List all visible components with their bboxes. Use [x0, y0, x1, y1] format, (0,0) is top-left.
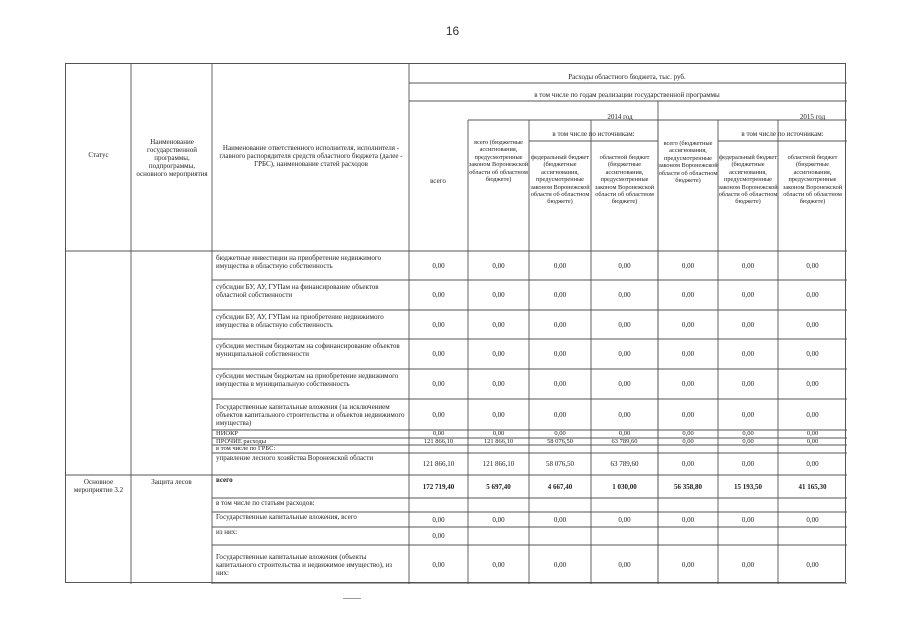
header-expenses-title: Расходы областного бюджета, тыс. руб. — [568, 73, 686, 81]
row-value: 121 866,10 — [422, 460, 455, 468]
row-value: 5 697,40 — [486, 482, 511, 491]
row-value: 0,00 — [432, 532, 445, 540]
row-name: из них: — [216, 528, 238, 536]
row-value: 0,00 — [618, 261, 631, 270]
row-name: всего — [216, 476, 233, 484]
row-value: 0,00 — [492, 380, 505, 388]
row-value: 0,00 — [492, 515, 505, 524]
row-value: 0,00 — [432, 261, 445, 270]
footer-mark — [343, 598, 361, 599]
row-value: 0,00 — [741, 460, 755, 468]
row-value: 0,00 — [806, 291, 819, 299]
row-value: 0,00 — [432, 515, 445, 524]
row-value: 0,00 — [741, 291, 755, 299]
row-value: 0,00 — [553, 291, 567, 299]
row-value: 0,00 — [432, 410, 445, 419]
row-value: 0,00 — [432, 380, 445, 388]
row-value: 58 076,50 — [547, 438, 573, 445]
row-value: 0,00 — [492, 291, 505, 299]
row-name: субсидии местным бюджетам на приобретение недвижимого имущества в муниципальную собственность — [216, 372, 399, 388]
row-value: 0,00 — [806, 560, 819, 569]
row-value: 0,00 — [741, 261, 755, 270]
row-value: 41 165,30 — [798, 482, 827, 491]
header-year-2015: 2015 год — [799, 113, 826, 121]
row-value: 0,00 — [553, 380, 567, 388]
row-value: 0,00 — [806, 410, 819, 419]
row-name: бюджетные инвестиции на приобретение недвижимого имущества в областную собственность — [216, 253, 382, 270]
row-name: Государственные капитальные вложения, всего — [216, 513, 357, 521]
row-value: 0,00 — [681, 291, 695, 299]
row-value: 0,00 — [681, 560, 695, 569]
row-value: 0,00 — [806, 460, 819, 468]
row-value: 0,00 — [432, 430, 445, 437]
header-total: всего — [430, 177, 446, 185]
row-value: 0,00 — [553, 320, 567, 329]
row-value: 0,00 — [741, 320, 755, 329]
row-name: Государственные капитальные вложения (за исключением объектов капитального строительства и объектов недвижимого имущества) — [216, 402, 405, 427]
row-value: 0,00 — [432, 560, 445, 569]
row-value: 0,00 — [492, 430, 505, 437]
row-value: 0,00 — [618, 320, 631, 329]
row-name: Государственные капитальные вложения (объекты капитального строительства и недвижимое имущество), из них: — [216, 552, 393, 577]
header-year-2014: 2014 год — [607, 113, 633, 121]
header-2015-by-sources: в том числе по источникам: — [741, 130, 824, 138]
row-value: 58 076,50 — [546, 460, 574, 468]
row-value: 0,00 — [618, 560, 631, 569]
row-value: 0,00 — [681, 515, 695, 524]
row-value: 0,00 — [618, 291, 631, 299]
row-value: 0,00 — [742, 438, 754, 445]
header-responsible: Наименование ответственного исполнителя, исполнителя - главного распорядителя средств областного бюджета (далее - ГРБС), наименование статей расходов — [219, 144, 403, 168]
row-value: 0,00 — [553, 515, 567, 524]
row-value: 0,00 — [806, 380, 819, 388]
header-status: Статус — [88, 151, 109, 159]
row-value: 0,00 — [554, 430, 566, 437]
row-value: 0,00 — [553, 560, 567, 569]
header-2014-by-sources: в том числе по источникам: — [552, 130, 635, 138]
page-number: 16 — [445, 24, 460, 38]
header-by-years: в том числе по годам реализации государственной программы — [534, 91, 720, 99]
row-value: 0,00 — [806, 261, 819, 270]
row-value: 0,00 — [682, 438, 694, 445]
row-value: 63 789,60 — [610, 460, 639, 468]
row-value: 1 030,00 — [612, 482, 637, 491]
row-name: субсидии БУ, АУ, ГУПам на приобретение недвижимого имущества в областную собственность — [216, 312, 384, 329]
row-value: 0,00 — [806, 320, 819, 329]
header-2014-total: всего (бюджетные ассигнования, предусмотренные законом Воронежской области об областном бюджете) — [468, 139, 529, 184]
row-value: 0,00 — [618, 515, 631, 524]
row-name: субсидии БУ, АУ, ГУПам на финансирование объектов областной собственности — [216, 283, 379, 299]
header-2014-regional: областной бюджет (бюджетные ассигнования, предусмотренные законом Воронежской области об областном бюджете) — [594, 154, 655, 206]
header-2015-total: всего (бюджетные ассигнования, предусмотренные законом Воронежской области об областном бюджете) — [658, 140, 718, 185]
row-value: 0,00 — [741, 560, 755, 569]
row-value: 0,00 — [806, 438, 819, 445]
row-value: 0,00 — [553, 410, 567, 419]
row-value: 4 667,40 — [547, 482, 573, 491]
row-value: 0,00 — [618, 410, 631, 419]
row-value: 0,00 — [553, 350, 567, 358]
row-value: 0,00 — [432, 320, 445, 329]
row-value: 0,00 — [492, 560, 505, 569]
row-value: 63 789,60 — [611, 438, 638, 445]
row-value: 0,00 — [618, 380, 631, 388]
row-value: 0,00 — [681, 460, 695, 468]
row-value: 0,00 — [806, 350, 819, 358]
row-value: 0,00 — [681, 380, 695, 388]
row-value: 0,00 — [618, 430, 631, 437]
row-value: 0,00 — [741, 410, 755, 419]
row-status: Основное мероприятие 3.2 — [73, 478, 124, 494]
row-value: 0,00 — [681, 320, 695, 329]
header-2014-federal: федеральный бюджет (бюджетные ассигнования, предусмотренные законом Воронежской области об областном бюджете) — [530, 154, 590, 206]
row-value: 0,00 — [806, 430, 819, 437]
row-value: 172 719,40 — [422, 482, 455, 491]
row-name: в том числе по статьям расходов: — [216, 499, 315, 507]
row-value: 0,00 — [492, 261, 505, 270]
row-value: 0,00 — [618, 350, 631, 358]
row-value: 121 866,10 — [483, 438, 514, 445]
row-value: 0,00 — [742, 430, 754, 437]
row-value: 0,00 — [741, 350, 755, 358]
row-value: 15 193,50 — [734, 482, 762, 491]
row-name: ПРОЧИЕ расходы — [216, 438, 267, 445]
header-program: Наименование государственной программы, подпрограммы, основного мероприятия — [136, 138, 208, 178]
row-name: в том числе по ГРБС: — [216, 445, 276, 452]
row-value: 0,00 — [492, 350, 505, 358]
row-value: 0,00 — [492, 320, 505, 329]
row-value: 0,00 — [432, 350, 445, 358]
row-value: 0,00 — [553, 261, 567, 270]
row-value: 0,00 — [806, 515, 819, 524]
budget-table — [65, 63, 846, 583]
row-name: субсидии местным бюджетам на софинансирование объектов муниципальной собственности — [216, 342, 400, 358]
row-value: 0,00 — [492, 410, 505, 419]
header-2015-federal: федеральный бюджет (бюджетные ассигнования, предусмотренные законом Воронежской области об областном бюджете) — [718, 154, 778, 206]
row-value: 0,00 — [432, 291, 445, 299]
row-name: управление лесного хозяйства Воронежской области — [216, 454, 374, 462]
row-value: 56 358,80 — [674, 482, 702, 491]
row-value: 0,00 — [682, 430, 694, 437]
row-value: 0,00 — [681, 350, 695, 358]
row-program: Защита лесов — [151, 478, 192, 486]
row-value: 0,00 — [681, 261, 695, 270]
row-value: 0,00 — [741, 380, 755, 388]
row-value: 121 866,10 — [423, 438, 454, 445]
row-value: 0,00 — [681, 410, 695, 419]
row-value: 0,00 — [741, 515, 755, 524]
row-name: НИОКР — [216, 430, 239, 437]
row-value: 121 866,10 — [482, 460, 515, 468]
header-2015-regional: областной бюджет (бюджетные ассигнования, предусмотренные законом Воронежской области об областном бюджете) — [782, 154, 843, 206]
